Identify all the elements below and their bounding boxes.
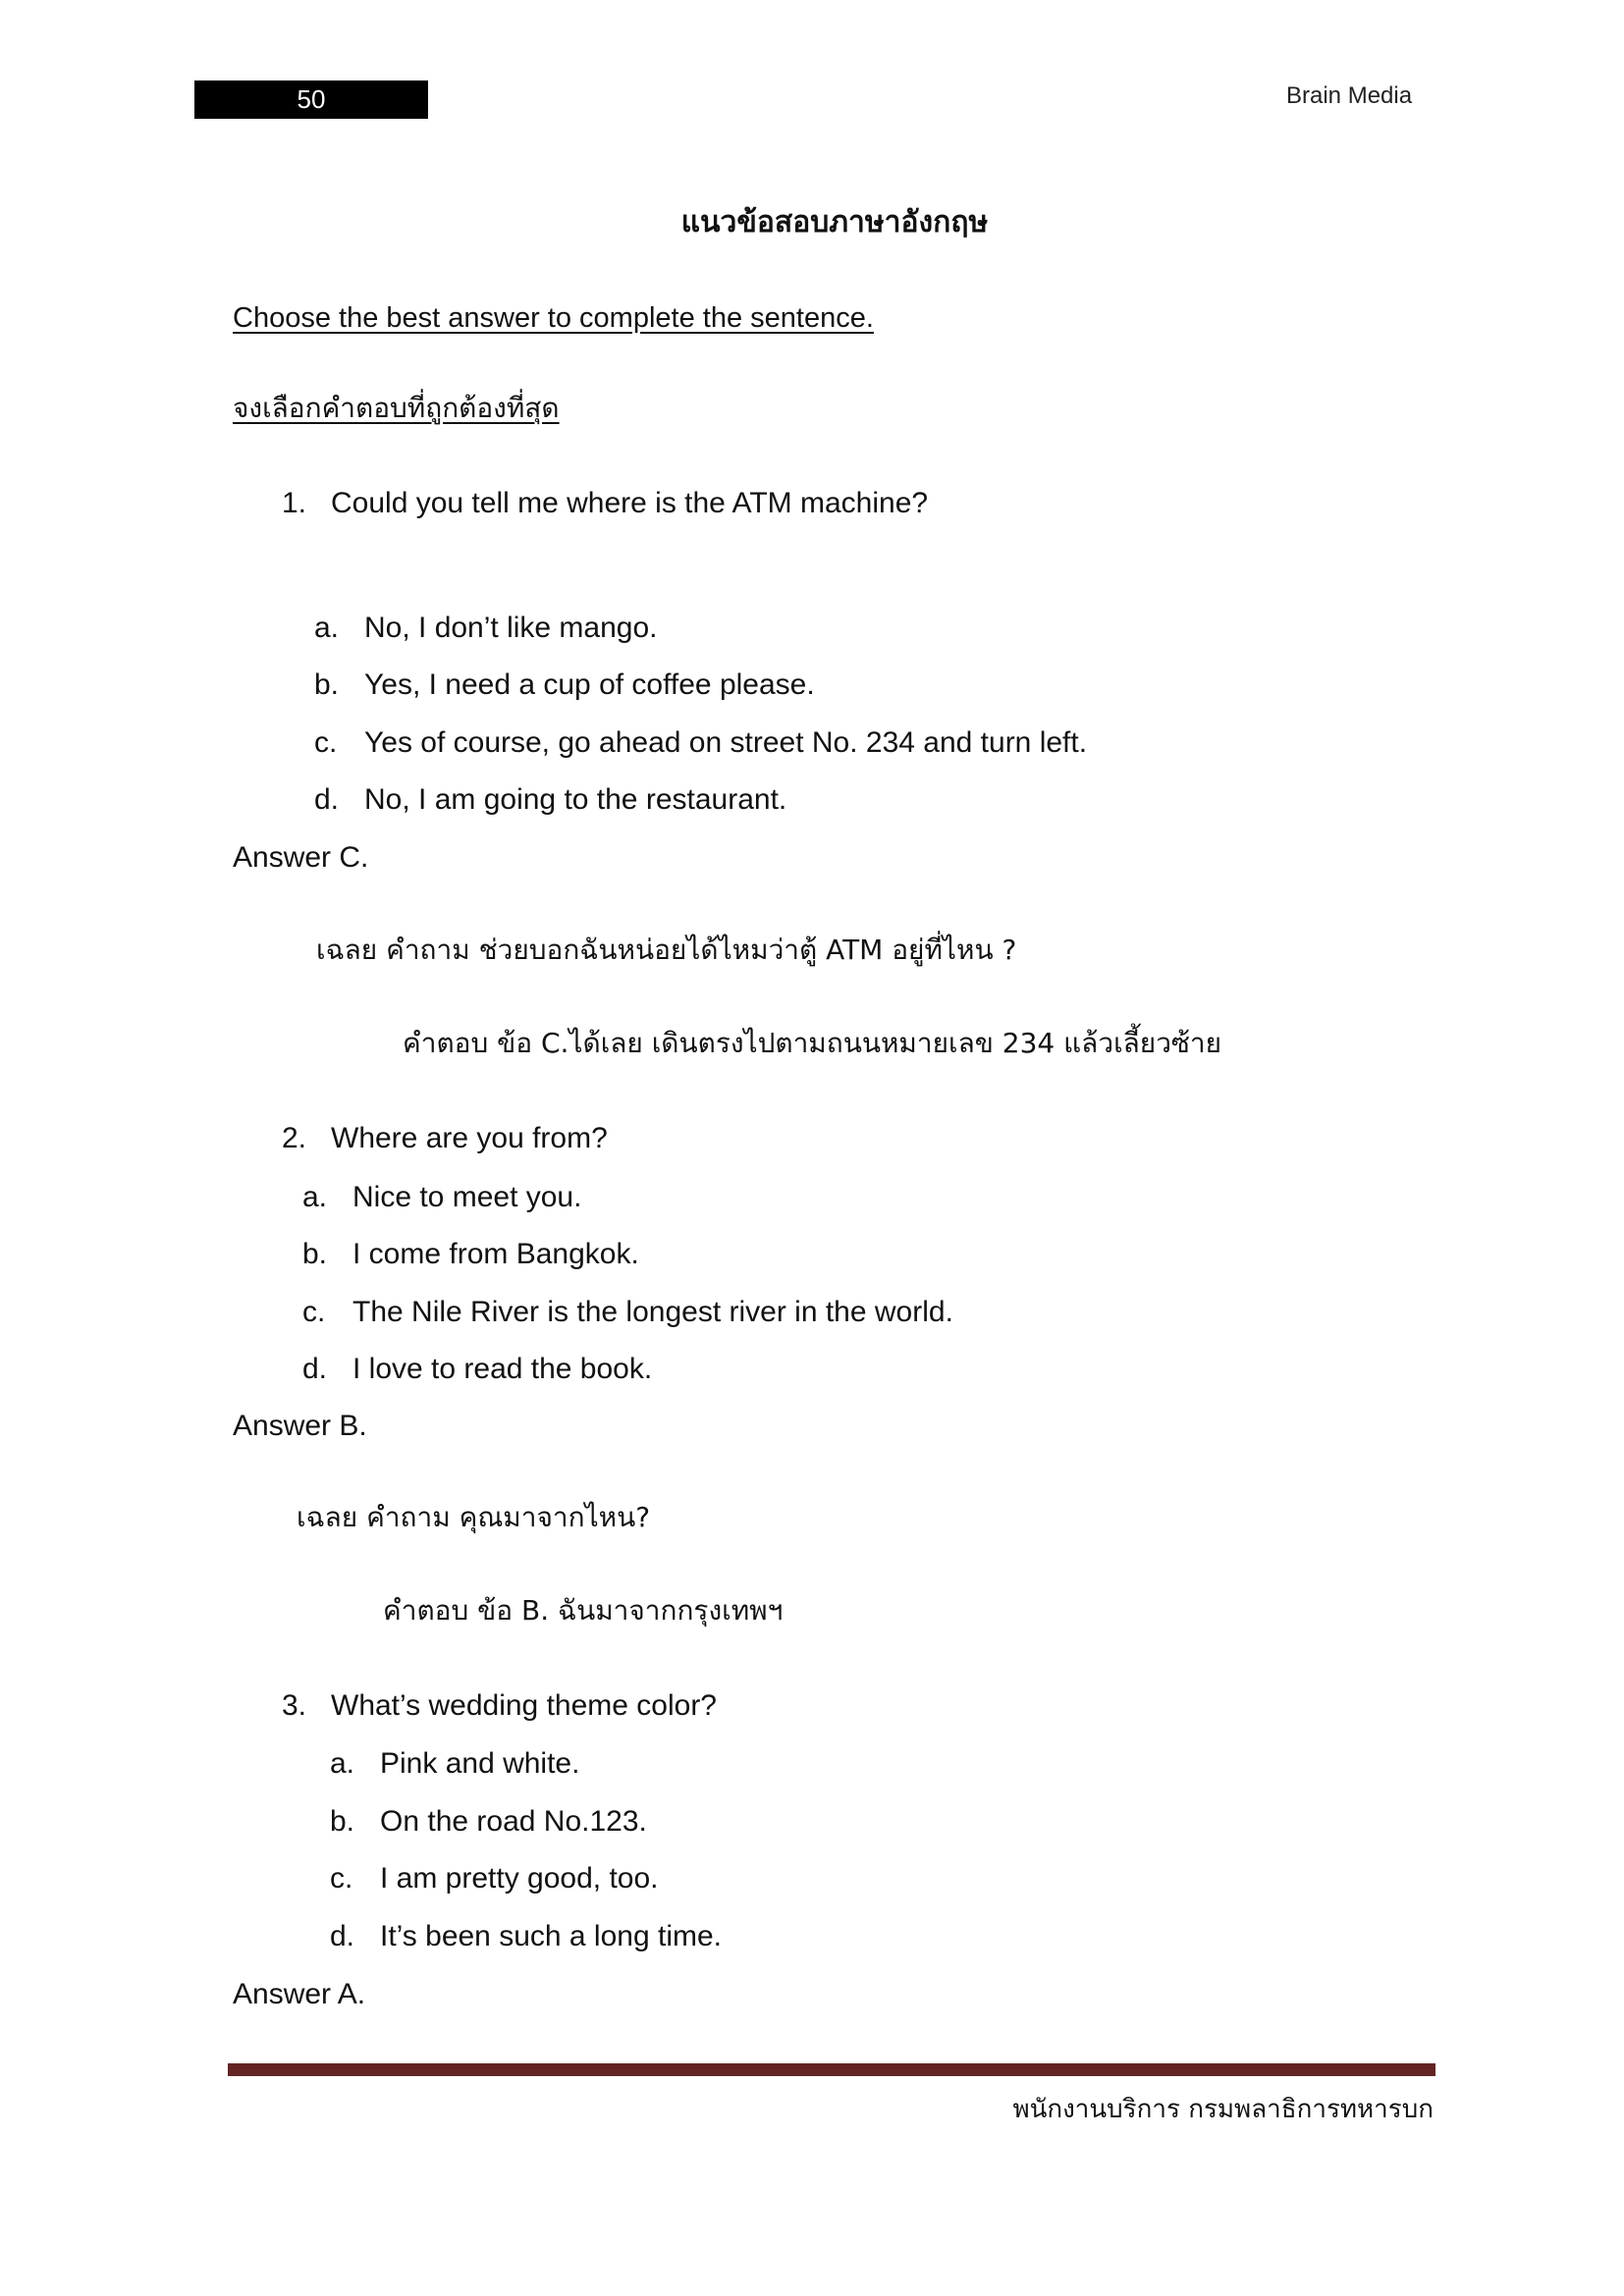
option-text: Nice to meet you. (352, 1181, 582, 1213)
option-letter: c. (302, 1296, 326, 1328)
option-text: On the road No.123. (380, 1805, 647, 1838)
option-text: I love to read the book. (352, 1353, 653, 1385)
option-letter: d. (314, 783, 340, 816)
option-text: It’s been such a long time. (380, 1920, 722, 1952)
option-letter: a. (302, 1181, 328, 1213)
option-text: I come from Bangkok. (352, 1238, 639, 1270)
option-text: I am pretty good, too. (380, 1862, 659, 1895)
question-text: What’s wedding theme color? (331, 1689, 717, 1722)
question-text: Where are you from? (331, 1122, 608, 1154)
page-number-box (194, 80, 428, 119)
footer-divider (228, 2063, 1435, 2076)
page-number: 50 (297, 84, 326, 114)
question-number: 1. (282, 487, 307, 519)
instruction-thai: จงเลือกคำตอบที่ถูกต้องที่สุด (233, 392, 560, 424)
answer-label: Answer C. (233, 841, 369, 874)
page-title: แนวข้อสอบภาษาอังกฤษ (680, 205, 989, 240)
option-text: Pink and white. (380, 1747, 580, 1780)
option-letter: d. (330, 1920, 355, 1952)
option-letter: d. (302, 1353, 328, 1385)
option-letter: c. (314, 726, 338, 759)
option-text: Yes, I need a cup of coffee please. (364, 668, 815, 701)
option-text: The Nile River is the longest river in the world. (352, 1296, 953, 1328)
instruction-english: Choose the best answer to complete the sentence. (233, 302, 874, 334)
brand-name: Brain Media (1286, 82, 1413, 109)
question-number: 3. (282, 1689, 307, 1722)
answer-label: Answer A. (233, 1978, 366, 2010)
question-number: 2. (282, 1122, 307, 1154)
option-letter: b. (330, 1805, 355, 1838)
option-text: Yes of course, go ahead on street No. 234 and turn left. (364, 726, 1088, 759)
explanation-answer: คำตอบ ข้อ C.ได้เลย เดินตรงไปตามถนนหมายเลข 234 แล้วเลี้ยวซ้าย (403, 1027, 1222, 1059)
answer-label: Answer B. (233, 1410, 367, 1442)
option-letter: a. (314, 612, 340, 644)
explanation-question: เฉลย คำถาม คุณมาจากไหน? (297, 1501, 651, 1533)
explanation-question: เฉลย คำถาม ช่วยบอกฉันหน่อยได้ไหมว่าตู้ ATM อยู่ที่ไหน ? (316, 934, 1017, 966)
option-letter: a. (330, 1747, 355, 1780)
explanation-answer: คำตอบ ข้อ B. ฉันมาจากกรุงเทพฯ (383, 1594, 784, 1627)
option-text: No, I am going to the restaurant. (364, 783, 787, 816)
footer-text: พนักงานบริการ กรมพลาธิการทหารบก (1012, 2095, 1434, 2124)
option-letter: b. (314, 668, 340, 701)
option-text: No, I don’t like mango. (364, 612, 658, 644)
option-letter: c. (330, 1862, 353, 1895)
option-letter: b. (302, 1238, 328, 1270)
question-text: Could you tell me where is the ATM machine? (331, 487, 929, 519)
